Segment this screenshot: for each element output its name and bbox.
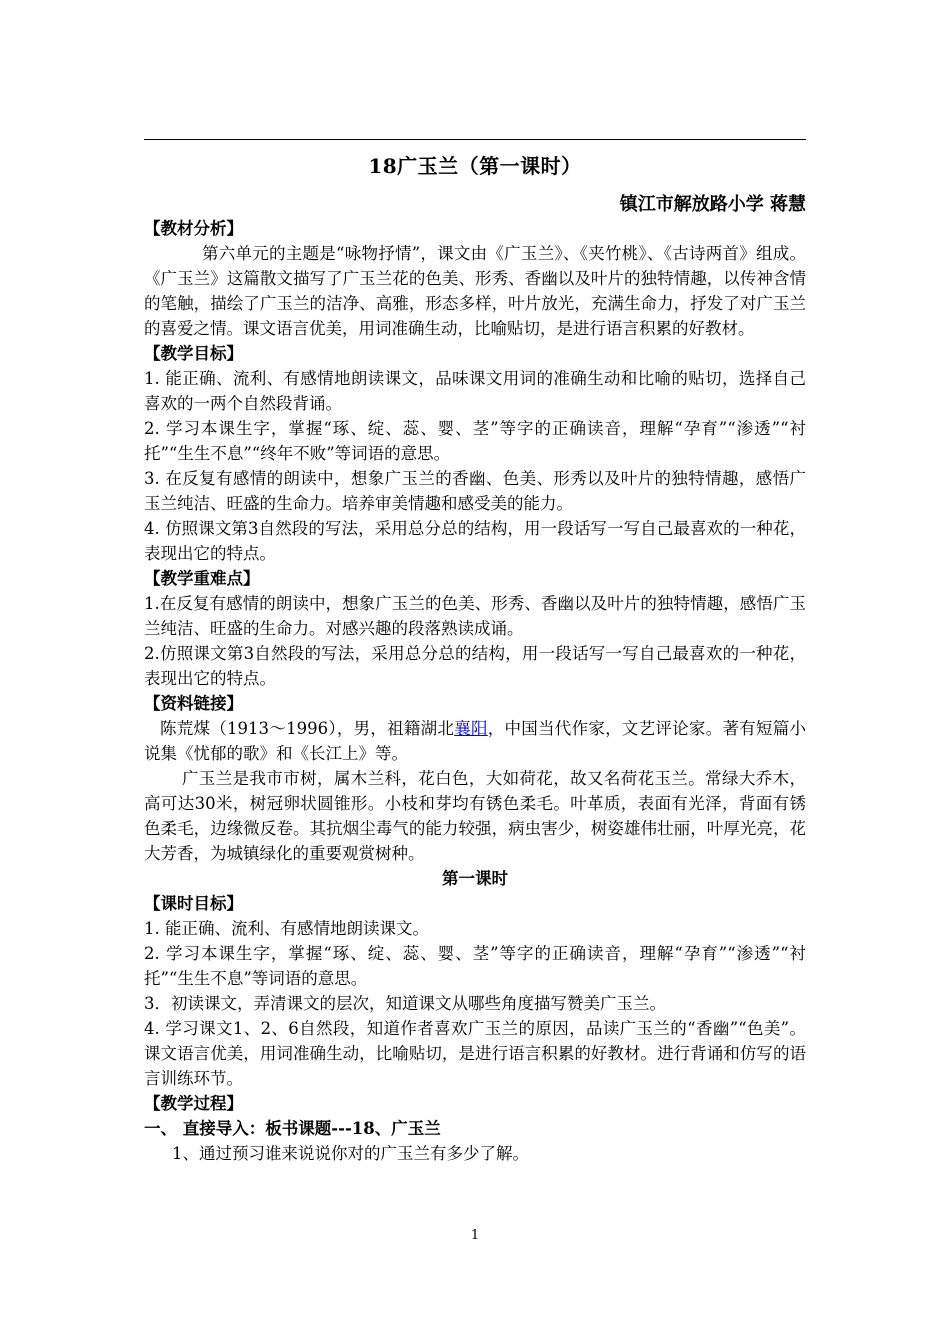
lesson-goal-item-4: 4. 学习课文1、2、6自然段，知道作者喜欢广玉兰的原因，品读广玉兰的“香幽”“色美”。课文语言优美，用词准确生动，比喻贴切，是进行语言积累的好教材。进行背诵和仿写的语言训练环节。	[144, 1019, 806, 1088]
process-step-1-1: 1、通过预习谁来说说你对的广玉兰有多少了解。	[172, 1144, 529, 1163]
document-title: 18广玉兰（第一课时）	[368, 154, 582, 178]
keypoint-item-2: 2.仿照课文第3自然段的写法，采用总分总的结构，用一段话写一写自己最喜欢的一种花，表现出它的特点。	[144, 644, 806, 688]
analysis-paragraph: 第六单元的主题是“咏物抒情”，课文由《广玉兰》、《夹竹桃》、《古诗两首》组成。《广玉兰》这篇散文描写了广玉兰花的色美、形秀、香幽以及叶片的独特情趣，以传神含情的笔触，描绘了广玉兰的洁净、高雅，形态多样，叶片放光，充满生命力，抒发了对广玉兰的喜爱之情。课文语言优美，用词准确生动，比喻贴切，是进行语言积累的好教材。	[144, 244, 806, 338]
lesson-goal-item-2: 2. 学习本课生字，掌握“琢、绽、蕊、婴、茎”等字的正确读音，理解“孕育”“渗透”“衬托”“生生不息”等词语的意思。	[144, 944, 806, 988]
document-body	[144, 216, 806, 1166]
resource-author-text-post: ，中国当代作家，文艺评论家。著有短篇小说集《忧郁的歌》和《长江上》等。	[144, 719, 807, 763]
lesson-heading: 第一课时	[442, 869, 508, 888]
resource-author-text-pre: 陈荒煤（1913～1996），男，祖籍湖北	[160, 719, 455, 738]
goal-item-3: 3. 在反复有感情的朗读中，想象广玉兰的香幽、色美、形秀以及叶片的独特情趣，感悟广玉兰纯洁、旺盛的生命力。培养审美情趣和感受美的能力。	[144, 469, 806, 513]
goal-item-1: 1. 能正确、流利、有感情地朗读课文，品味课文用词的准确生动和比喻的贴切，选择自己喜欢的一两个自然段背诵。	[144, 369, 806, 413]
lesson-goals-heading: 【课时目标】	[144, 894, 243, 913]
author-line: 镇江市解放路小学 蒋慧	[619, 194, 806, 215]
analysis-heading: 【教材分析】	[144, 219, 243, 238]
lesson-goal-item-1: 1. 能正确、流利、有感情地朗读课文。	[144, 919, 429, 938]
goals-heading: 【教学目标】	[144, 344, 243, 363]
goal-item-2: 2. 学习本课生字，掌握“琢、绽、蕊、婴、茎”等字的正确读音，理解“孕育”“渗透”“衬托”“生生不息”“终年不败”等词语的意思。	[144, 419, 806, 463]
keypoints-heading: 【教学重难点】	[144, 569, 260, 588]
resource-author-paragraph	[144, 716, 806, 766]
process-heading: 【教学过程】	[144, 1094, 243, 1113]
resources-heading: 【资料链接】	[144, 694, 243, 713]
page-number: 1	[470, 1228, 480, 1243]
lesson-goal-item-3: 3．初读课文，弄清课文的层次，知道课文从哪些角度描写赞美广玉兰。	[144, 994, 666, 1013]
keypoint-item-1: 1.在反复有感情的朗读中，想象广玉兰的色美、形秀、香幽以及叶片的独特情趣，感悟广玉兰纯洁、旺盛的生命力。对感兴趣的段落熟读成诵。	[144, 594, 806, 638]
top-rule	[144, 139, 806, 140]
goal-item-4: 4. 仿照课文第3自然段的写法，采用总分总的结构，用一段话写一写自己最喜欢的一种花，表现出它的特点。	[144, 519, 806, 563]
process-step-1: 一、 直接导入：板书课题---18、广玉兰	[144, 1119, 441, 1138]
resource-tree-paragraph: 广玉兰是我市市树，属木兰科，花白色，大如荷花，故又名荷花玉兰。常绿大乔木，高可达30米，树冠卵状圆锥形。小枝和芽均有锈色柔毛。叶革质，表面有光泽，背面有锈色柔毛，边缘微反卷。其抗烟尘毒气的能力较强，病虫害少，树姿雄伟壮丽，叶厚光亮，花大芳香，为城镇绿化的重要观赏树种。	[144, 769, 806, 863]
xiangyang-link[interactable]: 襄阳	[454, 719, 488, 738]
